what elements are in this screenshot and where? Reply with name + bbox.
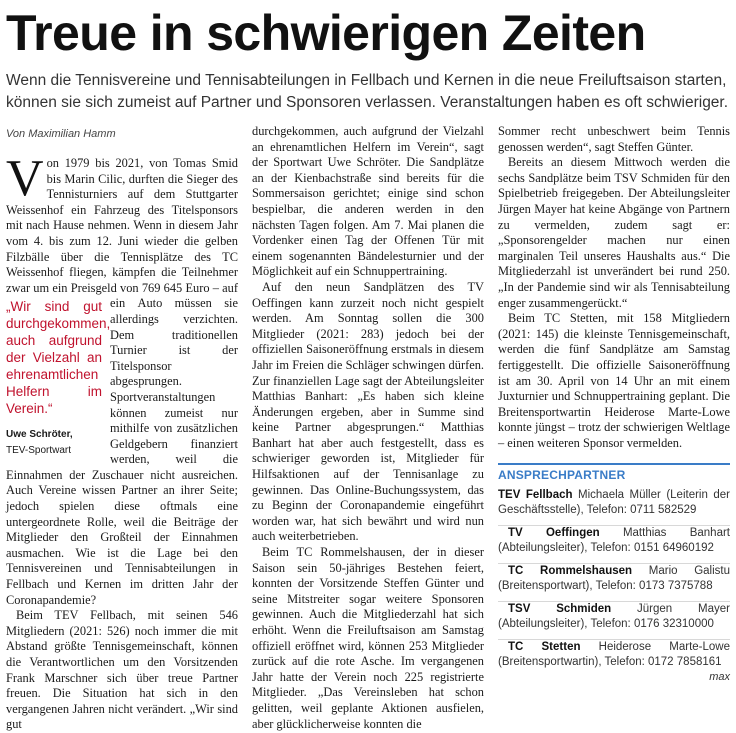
contact-entry [498,640,730,684]
paragraph: durchgekommen, auch aufgrund der Vielzahl an ehrenamtlichen Helfern im Verein“, sagt der Sportwart Uwe Schröter. Die Sandplätze an der Kienbachstraße sind bereits für die Sommersaison gerichtet; einige sind schon bespielbar, die anderen werden in den nächsten Tagen folgen. Am 7. Mai planen die Vordenker einen Tag der Offenen Tür mit einem sogenannten Bändelesturnier und der Möglichkeit auf ein Schnuppertraining. [252,124,484,279]
pull-quote-text: „Wir sind gut durchgekommen, auch aufgrund der Vielzahl an ehrenamtlichen Helfern im Verein.“ [6,299,111,417]
contact-entry [498,564,730,602]
contact-entry [498,526,730,564]
paragraph: Beim TC Rommelshausen, der in dieser Saison sein 50-jähriges Bestehen feiert, konnten der Vorsitzende Steffen Günter und seine Mitstreiter sogar weitere Sponsoren gewinnen. Auch die Mitgliederzahl hat sich erhöht. Wenn die Freiluftsaison am Samstag offiziell eröffnet wird, können 253 Mitglieder zurück auf die rote Asche. Im vergangenen Jahr hatte der Verein noch 225 registrierte Mitglieder. „Das Vereinsleben hat schon gelitten, weil geplante Aktionen ausfielen, aber glücklicherweise konnten die [252,545,484,731]
headline: Treue in schwierigen Zeiten [6,5,646,61]
contact-club: TSV Schmiden [508,603,612,616]
contact-club: TC Rommelshausen [508,565,633,578]
intro-text-continued: Auto müssen sie allerdings verzichten. Dem traditionellen Turnier ist der Titelsponsor abgesprungen. Sportveranstaltungen können zumeist nur mithilfe von zusätzlichen Geldgebern finanziert werden, weil die Einnahmen der Zuschauer nicht ausreichen. Auch Vereine wissen Partner an ihrer Seite; jedoch spielen diese oftmals eine untergeordnete Rolle, weil die Beiträge der Mitglieder den Großteil der Einnahmen ausmachen. Wie ist die Lage bei den Tennisvereinen und Tennisabteilungen in Fellbach und Kernen im dritten Jahr der Coronapandemie? [6,296,238,607]
author-signature: max [709,671,730,684]
paragraph: Beim TC Stetten, mit 158 Mitgliedern (2021: 145) die kleinste Tennisgemeinschaft, werden die fünf Sandplätze am Samstag fertiggestellt. Die offizielle Saisoneröffnung ist am 30. April von 14 Uhr an mit einem Juxturnier und Schnuppertraining geplant. Die Breitensportwartin Heiderose Marte-Lowe konnte jüngst – trotz der schwierigen Weltlage – einen weiteren Sponsor vermelden. [498,311,730,450]
paragraph: Sommer recht unbeschwert beim Tennis genossen werden“, sagt Steffen Günter. [498,124,730,154]
contact-details: Jürgen Mayer (Abteilungsleiter), Telefon: 0176 32310000 [498,603,730,631]
intro-paragraph [6,150,238,608]
byline: Von Maximilian Hamm [6,128,116,140]
paragraph: Auf den neun Sandplätzen des TV Oeffingen kann zurzeit noch nicht gespielt werden. Am Sonntag sollen die 300 Mitglieder (2021: 283) jedoch bei der offiziellen Saisoneröffnung erstmals in diesem Jahr im Freien die Schläger schwingen dürfen. Zur finanziellen Lage sagt der Abteilungsleiter Matthias Banhart: „Es haben sich kleine Änderungen ergeben, aber in Summe sind keine Partner abgesprungen.“ Matthias Banhart hat aber auch festgestellt, dass es schwieriger geworden ist, Mitglieder für Hilfsaktionen auf der Tennisanlage zu gewinnen. Das Online-Buchungssystem, das zu Beginn der Coronapandemie eingeführt worden war, hat sich bewährt und wird nun auch weiterbetrieben. [252,279,484,544]
dropcap: V [6,150,44,207]
article-column-3 [498,124,730,690]
contact-box-title: ANSPRECHPARTNER [498,468,626,483]
intro-text: on 1979 bis 2021, von Tomas Smid bis Marin Cilic, durften die Sieger des Tennisturniers auf dem Stuttgarter Weissenhof ein Fahrzeug des Titelsponsors mit nach Hause nehmen. Wenn in diesem Jahr vom 4. bis zum 12. Juni wieder die gelben Filzbälle über die Tennisplätze des TC Weissenhof fliegen, kämpfen die Teilnehmer zwar um ein Preisgeld von 769 645 Euro – auf ein [6,156,238,311]
contact-details: Michaela Müller (Leiterin der Geschäftsstelle), Telefon: 0711 582529 [498,489,730,517]
pull-quote [6,296,111,458]
contact-details: Matthias Banhart (Abteilungsleiter), Telefon: 0151 64960192 [498,527,730,555]
contact-details: Mario Galistu (Breitensportwart), Telefon: 0173 7375788 [498,565,731,593]
paragraph: Bereits an diesem Mittwoch werden die sechs Sandplätze beim TSV Schmiden für den Spielbetrieb freigegeben. Der Abteilungsleiter Jürgen Mayer hat keine Abgänge von Partnern zu vermelden, zudem sagt er: „Sponsorengelder machen nur einen marginalen Teil unseres Haushalts aus.“ Die Mitgliederzahl ist unverändert bei rund 250. „In der Pandemie sind wir als Tennisabteilung enger zusammengerückt.“ [498,155,730,310]
contact-club: TEV Fellbach [498,489,573,502]
contact-entry [498,488,730,526]
contact-club: TV Oeffingen [508,527,600,540]
contact-box [498,463,731,684]
contact-club: TC Stetten [508,641,581,654]
pull-quote-author: Uwe Schröter, [6,429,73,441]
contact-details: Heiderose Marte-Lowe (Breitensportwartin), Telefon: 0172 7858161 [498,641,730,669]
article-column-2 [252,124,484,731]
contact-entry [498,602,730,640]
paragraph: Beim TEV Fellbach, mit seinen 546 Mitgliedern (2021: 526) noch immer die mit Abstand größte Tennisgemeinschaft, können die Verantwortlichen um den Vorsitzenden Frank Marschner sich über treue Partner freuen. Die Situation hat sich in den vergangenen Jahren nicht verändert. „Wir sind gut [6,608,238,732]
article-column-1 [6,150,238,732]
pull-quote-role: TEV-Sportwart [6,444,72,456]
subtitle: Wenn die Tennisvereine und Tennisabteilungen in Fellbach und Kernen in die neue Freiluftsaison starten, können sie sich zumeist auf Partner und Sponsoren verlassen. Veranstaltungen haben es oft schwieriger. [6,72,729,111]
